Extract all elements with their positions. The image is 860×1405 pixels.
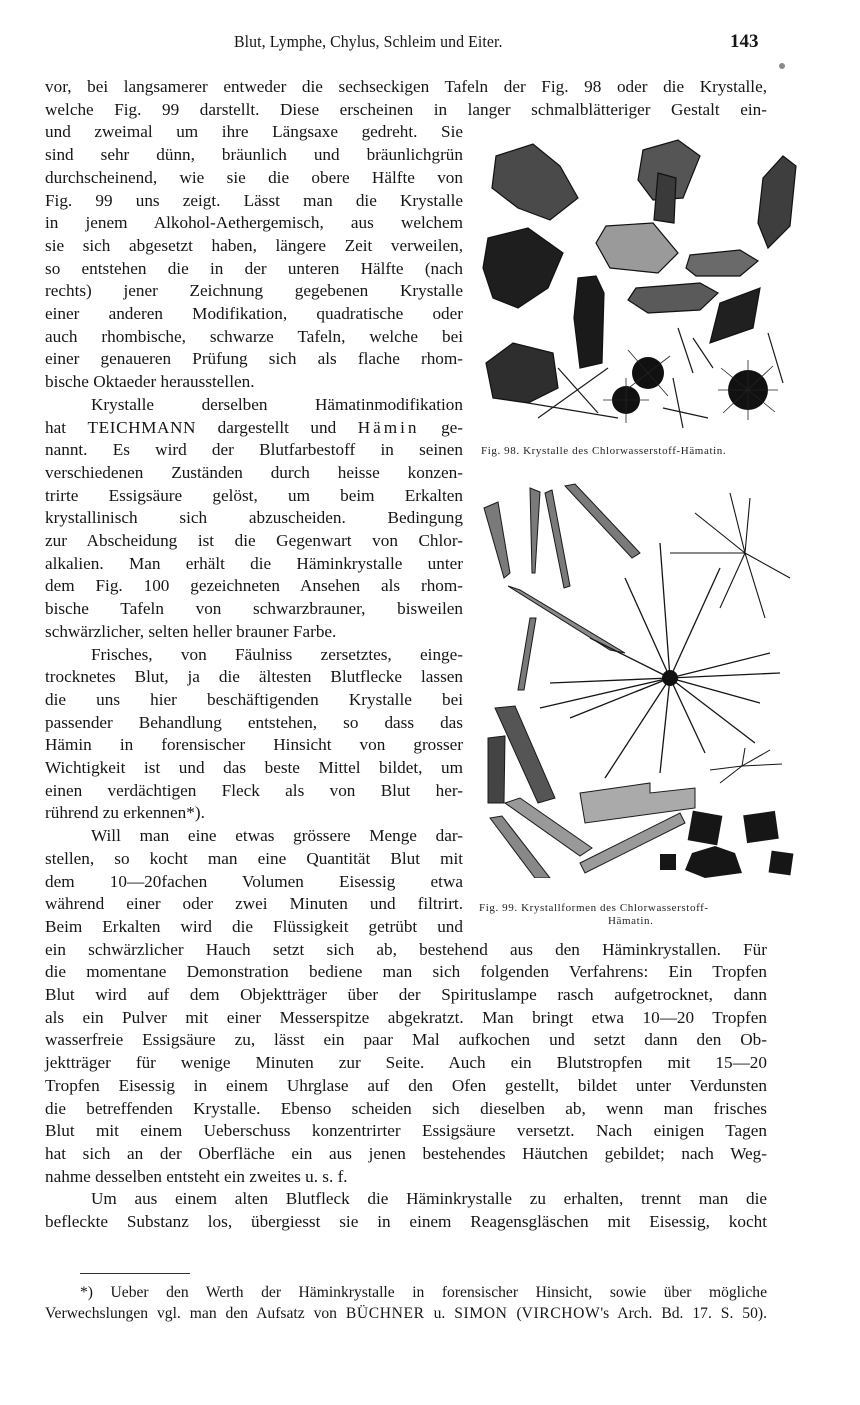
footnote-rule <box>80 1273 190 1274</box>
crystal-plate <box>492 144 578 220</box>
figure-99-caption-line1: Fig. 99. Krystallformen des Chlorwasserstoff- <box>479 902 709 914</box>
text-line: Beim Erkalten wird die Flüssigkeit getrübt und <box>45 916 463 936</box>
text-line: nannt. Es wird der Blutfarbestoff in seinen <box>45 440 463 460</box>
crystal-bundle <box>488 736 505 803</box>
square-plate <box>660 854 676 870</box>
running-head <box>0 32 860 56</box>
text-line: die betreffenden Krystalle. Ebenso scheiden sich dieselben ab, wenn man frisches <box>45 1098 767 1118</box>
text-line: zur Abscheidung ist die Gegenwart von Chlor- <box>45 531 463 550</box>
figure-98 <box>478 128 808 433</box>
crystal-prism <box>654 173 676 223</box>
text-line: einer genaueren Prüfung sich als flache rhom- <box>45 349 463 369</box>
text-line: Blut wird auf dem Objektträger über der Spirituslampe rasch aufgetrocknet, dann <box>45 985 767 1004</box>
text-line: rechts) jener Zeichnung gegebenen Krystalle <box>45 281 463 301</box>
text-line: trocknetes Blut, ja die ältesten Blutflecke lassen <box>45 667 463 687</box>
text-line: als ein Pulver mit einer Messerspitze abgekratzt. Man bringt etwa 10—20 Tropfen <box>45 1007 767 1027</box>
needle-crystal <box>518 618 536 690</box>
text-line: alkalien. Man erhält die Häminkrystalle unter <box>45 553 463 573</box>
text-line: einer anderen Modifikation, quadratische oder <box>45 304 463 323</box>
text-line: jektträger für wenige Minuten zur Seite. Auch ein Blutstropfen mit 15—20 <box>45 1053 767 1073</box>
needle-crystal <box>484 502 510 578</box>
text-line: vor, bei langsamerer entweder die sechseckigen Tafeln der Fig. 98 oder die Krystalle, <box>45 77 767 96</box>
twisted-crystal <box>565 484 640 558</box>
print-speck <box>779 63 785 69</box>
text-line: befleckte Substanz los, übergiesst sie in einem Reagensgläschen mit Eisessig, kocht <box>45 1212 767 1231</box>
page-number: 143 <box>730 31 759 52</box>
hex-plate <box>628 283 718 313</box>
text-line: nahme desselben entsteht ein zweites u. s. f. <box>45 1166 348 1186</box>
text-line: die uns hier beschäftigenden Krystalle bei <box>45 689 463 709</box>
small-starburst <box>710 748 782 783</box>
footnote-line1: *) Ueber den Werth der Häminkrystalle in forensischer Hinsicht, sowie über mögliche <box>80 1284 767 1301</box>
text-line: rührend zu erkennen*). <box>45 803 205 823</box>
text-line: sie sich abgesetzt haben, längere Zeit verweilen, <box>45 235 463 255</box>
text-line: wasserfreie Essigsäure zu, lässt ein paar Mal aufkochen und setzt dann den Ob- <box>45 1030 767 1050</box>
crystal-cluster <box>483 228 563 308</box>
needle-crystal <box>530 488 540 573</box>
hex-plate <box>686 250 758 276</box>
text-line: verschiedenen Zuständen durch heisse konzen- <box>45 462 463 482</box>
text-line: die momentane Demonstration bediene man sich folgenden Verfahrens: Ein Tropfen <box>45 962 767 982</box>
star-plate <box>685 846 742 878</box>
text-line: trirte Essigsäure gelöst, um beim Erkalten <box>45 485 463 505</box>
text-line: hat sich an der Oberfläche ein aus jenen bestehendes Häutchen gebildet; nach Weg- <box>45 1143 767 1163</box>
text-line: bische Tafeln von schwarzbrauner, bisweilen <box>45 599 463 619</box>
text-line: Tropfen Eisessig in einem Uhrglase auf den Ofen gestellt, bildet unter Verdunsten <box>45 1075 767 1095</box>
text-line: dem Fig. 100 gezeichneten Ansehen als rhom- <box>45 576 463 596</box>
needle-crystal <box>545 490 570 588</box>
text-line: während einer oder zwei Minuten und filtrirt. <box>45 894 463 914</box>
text-line: Wichtigkeit ist und das beste Mittel bildet, um <box>45 758 463 777</box>
text-line: sind sehr dünn, bräunlich und bräunlichgrün <box>45 145 463 165</box>
crystal-prism-long <box>574 276 604 368</box>
text-line: Blut mit einem Ueberschuss konzentrirter Essigsäure versetzt. Nach einigen Tagen <box>45 1121 767 1141</box>
text-line: durchscheinend, wie sie die obere Hälfte von <box>45 167 463 187</box>
text-line: einen verdächtigen Fleck als von Blut her- <box>45 780 463 800</box>
square-plate <box>769 851 794 876</box>
central-starburst <box>540 543 780 778</box>
text-line: schwärzlicher, selten heller brauner Farbe. <box>45 621 337 641</box>
fig99-crystals-illustration <box>480 478 800 878</box>
text-line: Fig. 99 uns zeigt. Lässt man die Krystalle <box>45 190 463 210</box>
text-line: dem 10—20fachen Volumen Eisessig etwa <box>45 871 463 891</box>
hex-plate <box>596 223 678 273</box>
square-plate <box>688 811 723 846</box>
text-line: ein schwärzlicher Hauch setzt sich ab, bestehend aus den Häminkrystallen. Für <box>45 939 767 959</box>
text-line: und zweimal um ihre Längsaxe gedreht. Sie <box>45 122 463 142</box>
figure-99 <box>480 478 800 878</box>
text-line: Krystalle derselben Hämatinmodifikation <box>91 394 463 414</box>
crystal-prism <box>758 156 796 248</box>
text-line: Um aus einem alten Blutfleck die Häminkrystalle zu erhalten, trennt man die <box>91 1189 767 1209</box>
footnote-line2: Verwechslungen vgl. man den Aufsatz von BÜCHNER u. SIMON (VIRCHOW's Arch. Bd. 17. S. 50). <box>45 1305 767 1322</box>
text-line: Hämin in forensischer Hinsicht von grosser <box>45 735 463 755</box>
text-line: in jenem Alkohol-Aethergemisch, aus welchem <box>45 213 463 233</box>
text-line: so entstehen die in der unteren Hälfte (nach <box>45 258 463 278</box>
text-line: Frisches, von Fäulniss zersetztes, einge- <box>91 644 463 664</box>
text-line: bische Oktaeder herausstellen. <box>45 372 255 392</box>
text-line: welche Fig. 99 darstellt. Diese erscheinen in langer schmalblätteriger Gestalt ein- <box>45 99 767 119</box>
crystal-rhomb <box>710 288 760 343</box>
text-line: stellen, so kocht man eine Quantität Blut mit <box>45 848 463 868</box>
text-line: krystallinisch sich abzuscheiden. Bedingung <box>45 508 463 528</box>
fig98-crystals-illustration <box>478 128 808 433</box>
square-plate <box>743 811 779 843</box>
figure-98-caption: Fig. 98. Krystalle des Chlorwasserstoff-Hämatin. <box>481 445 727 457</box>
text-line: passender Behandlung entstehen, so dass das <box>45 712 463 732</box>
figure-99-caption-line2: Hämatin. <box>608 915 654 927</box>
upper-right-starburst <box>670 493 790 618</box>
running-title: Blut, Lymphe, Chylus, Schleim und Eiter. <box>234 32 503 51</box>
crystal-cluster <box>486 343 558 403</box>
text-line: Will man eine etwas grössere Menge dar- <box>91 826 463 846</box>
text-line: auch rhombische, schwarze Tafeln, welche bei <box>45 326 463 346</box>
text-line: hat TEICHMANN dargestellt und Hämin ge- <box>45 417 464 437</box>
